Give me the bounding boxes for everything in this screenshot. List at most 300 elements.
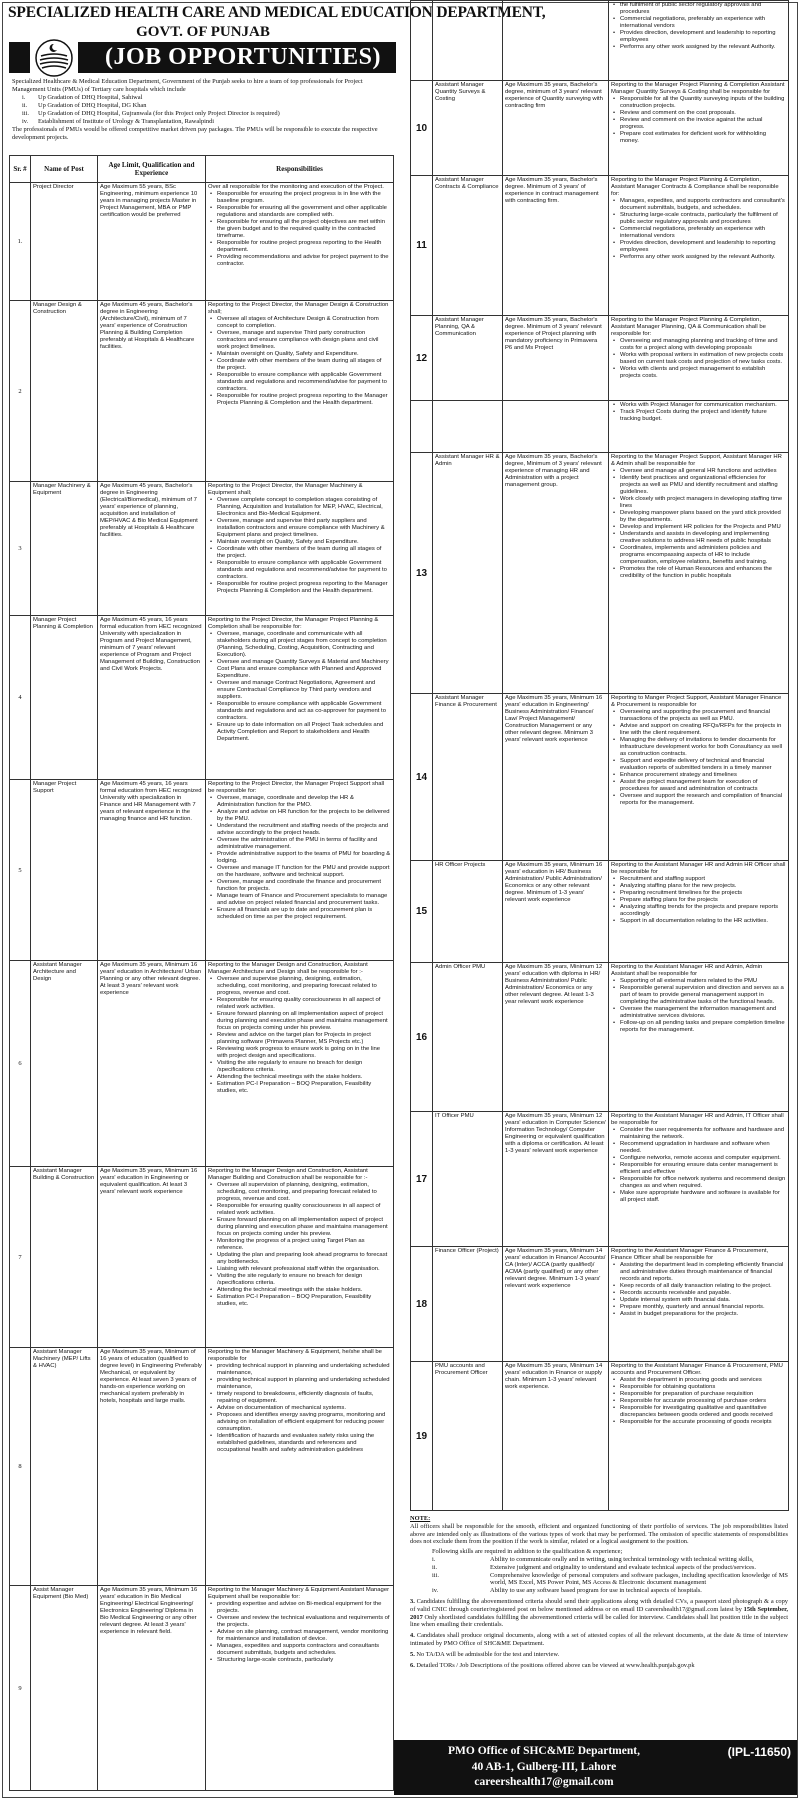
row-sr: 7 (10, 1167, 31, 1348)
instruction-text-cont: Only shortlisted candidates fulfilling the abovementioned criteria will be called for interview. Candidates shall list position title in the subject line when emailing their credentials. (410, 1613, 788, 1629)
table-row (10, 961, 394, 1167)
skill-number: i. (432, 1555, 436, 1563)
responsibility-item: • providing technical support in planning and undertaking scheduled maintenance, (217, 1363, 391, 1377)
responsibility-item: • Provides direction, development and leadership to reporting employees (620, 240, 786, 254)
responsibility-item: • Responsible for all the Quantity surveying inputs of the building construction projects. (620, 96, 786, 110)
responsibility-item: • Ensure up to date information on all Project Task schedules and Activity Completion and Report to stakeholders and Health Department. (217, 722, 391, 743)
responsibility-item: • Responsible for ensuring the project progress is in line with the baseline program. (217, 191, 391, 205)
responsibility-item: • Advise on site planning, contract management, vendor monitoring for maintenance and installation of device. (217, 1629, 391, 1643)
instruction-item (410, 1662, 788, 1670)
qualification-text: Age Maximum 35 years, Minimum 16 years' education in Engineering or equivalent qualification. At least 3 years' relevant work experience (100, 1168, 198, 1195)
responsibility-list (208, 1363, 391, 1454)
row-sr-empty (411, 401, 433, 453)
responsibility-item: • Develop and implement HR policies for the Projects and PMU (620, 524, 786, 531)
project-number: iii. (22, 110, 29, 117)
responsibility-item: • Coordinate with other members of the team during all stages of the project. (217, 358, 391, 372)
responsibilities-box (208, 302, 391, 407)
instruction-text: Candidates fulfilling the abovementioned criteria should send their applications along with detailed CVs, a passport sized photograph & a copy of valid CNIC through courier/registered post on below mentioned address or on email ID careershealth17@gmail.com latest by (410, 1597, 788, 1613)
row-responsibilities (609, 81, 789, 176)
responsibility-list (611, 2, 786, 51)
responsibility-item: • Providing recommendations and advise for project payment to the contractor. (217, 254, 391, 268)
responsibility-item: • Keep records of all daily transaction relating to the project. (620, 1283, 786, 1290)
row-post (433, 1247, 503, 1362)
responsibilities-box (208, 962, 391, 1095)
row-responsibilities (609, 861, 789, 963)
row-sr: 11 (411, 176, 433, 316)
responsibility-item: • Understands and assists in developing and implementing creative solutions to address HR needs of public hospitals (620, 531, 786, 545)
responsibility-item: • Updating the plan and preparing look ahead programs to forecast any bottlenecks. (217, 1252, 391, 1266)
responsibility-item: • Update internal system with financial data. (620, 1297, 786, 1304)
project-item (12, 102, 397, 110)
table-row-continued (411, 401, 789, 453)
project-list (12, 94, 397, 126)
responsibility-item: • Make sure appropriate hardware and software is available for all project staff. (620, 1190, 786, 1204)
responsibility-item: • Oversee and support the research and compilation of financial reports for the management. (620, 793, 786, 807)
row-post (31, 1167, 98, 1348)
instruction-text: Detailed TORs / Job Descriptions of the positions offered above can be viewed at www.health.punjab.gov.pk (416, 1661, 695, 1669)
skill-number: iii. (432, 1571, 439, 1579)
responsibility-item: • Monitoring the progress of a project using Target Plan as reference. (217, 1238, 391, 1252)
responsibility-item: • Responsible for investigating qualitative and quantitative discrepancies between goods ordered and goods received (620, 1405, 786, 1419)
row-responsibilities (206, 301, 394, 482)
row-responsibilities (206, 616, 394, 780)
post-name: Admin Officer PMU (435, 964, 486, 970)
table-row (411, 316, 789, 401)
qualification-text: Age Maximum 35 years, Bachelor's degree. Minimum of 3 years' of experience in contract management with contracting firm. (505, 177, 599, 204)
responsibility-item: • providing technical support in planning and undertaking scheduled maintenance, (217, 1377, 391, 1391)
notes-section (410, 1515, 788, 1672)
application-deadline: 15th September, 2017 (410, 1605, 788, 1621)
project-number: iv. (22, 118, 29, 125)
header-qualification: Age Limit, Qualification and Experience (98, 156, 206, 183)
responsibilities-intro: Reporting to the Project Director, the Manager Design & Construction shall; (208, 302, 389, 315)
responsibility-item: • Promotes the role of Human Resources and enhances the credibility of the function in public hospitals (620, 566, 786, 580)
skill-item (432, 1587, 788, 1595)
row-responsibilities-continued (609, 401, 789, 453)
table-row (10, 183, 394, 301)
post-name: Assistant Manager Quantity Surveys & Costing (435, 82, 486, 102)
row-post (31, 616, 98, 780)
responsibility-item: • Advise and support on creating RFQs/RFPs for the projects in line with the client requirement. (620, 723, 786, 737)
qualification-text: Age Maximum 35 years, Minimum 14 years' education in Finance/ Accounts/ CA (Inter)/ ACCA (partly qualified)/ ACMA (partly qualified) or any other relevant degree. Minimum 1-3 years' relevant work experience (505, 1248, 606, 1289)
row-qualification (503, 316, 609, 401)
row-responsibilities (206, 1348, 394, 1586)
instruction-number: 6. (410, 1661, 415, 1669)
table-row-continued (411, 1, 789, 81)
notes-paragraph: All officers shall be responsible for the smooth, efficient and organized functioning of their portfolio of services. The job responsibilities listed above are intended only as illustrations of the various types of work that may be performed. The omission of specific statements of responsibilities does not exclude them from the position if the work is similar, related or a logical assignment to the position. (410, 1522, 788, 1546)
responsibility-item: • Oversee, manage and supervise Third party construction contractors and ensure compliance with design plans and civil work project timelines. (217, 330, 391, 351)
responsibilities-intro: Reporting to Manger Project Support, Assistant Manager Finance & Procurement is responsible for (611, 695, 782, 708)
responsibilities-box (611, 1113, 786, 1204)
responsibilities-intro: Reporting to the Manager Machinery & Equipment, he/she shall be responsible for (208, 1349, 382, 1362)
project-item (12, 110, 397, 118)
row-responsibilities (206, 961, 394, 1167)
row-qualification (98, 183, 206, 301)
row-responsibilities (609, 1362, 789, 1511)
qualification-text: Age Maximum 35 years, Minimum 12 years' education with diploma in HR/ Business Administration/ Public Administration/ Economics or any other relevant degree. At least 1-3 year relevant work experience (505, 964, 603, 1005)
responsibility-item: • Commercial negotiations, preferably an experience with international vendors (620, 16, 786, 30)
project-number: i. (22, 94, 26, 101)
row-sr: 8 (10, 1348, 31, 1586)
qualification-text: Age Maximum 35 years, Minimum 16 years' education in HR/ Business Administration/ Public Administration/ Economics or any other relevant degree. Minimum of 1-3 years' relevant work experience (505, 862, 603, 903)
responsibility-item: • Understand the recruitment and staffing needs of the projects and advise accordingly to the project heads. (217, 823, 391, 837)
government-title: GOVT. OF PUNJAB (136, 24, 270, 40)
responsibility-item: • Analyzing staffing plans for the new projects. (620, 883, 786, 890)
banner-title: (JOB OPPORTUNITIES) (104, 44, 382, 70)
responsibility-item: • Responsible for office network systems and recommend design changes as and when required. (620, 1176, 786, 1190)
row-qualification-empty (503, 1, 609, 81)
responsibility-item: • Follow-up on all pending tasks and prepare completion timeline reports for the management. (620, 1020, 786, 1034)
row-sr: 13 (411, 453, 433, 694)
row-qualification (98, 1348, 206, 1586)
project-name: Up Gradation of DHQ Hospital, Sahiwal (38, 94, 143, 101)
responsibility-item: • Estimation PC-I Preparation – BOQ Preparation, Feasibility studies, etc. (217, 1081, 391, 1095)
responsibility-list (611, 96, 786, 145)
row-qualification (503, 1247, 609, 1362)
post-name: Assistant Manager Machinery (MEP/ Lifts & HVAC) (33, 1349, 91, 1369)
responsibility-item: • Maintain oversight on Quality, Safety and Expenditure. (217, 351, 391, 358)
responsibilities-intro: Reporting to the Assistant Manager HR and Admin, Admin Assistant shall be responsible for (611, 964, 763, 977)
responsibilities-intro: Reporting to the Assistant Manager HR and Admin HR Officer shall be responsible for (611, 862, 786, 875)
post-name: Assistant Manager HR & Admin (435, 454, 500, 467)
responsibilities-box (208, 483, 391, 595)
responsibility-item: • Analyzing staffing trends for the projects and prepare reports accordingly (620, 904, 786, 918)
responsibility-list (208, 497, 391, 595)
row-post (31, 961, 98, 1167)
department-title: SPECIALIZED HEALTH CARE AND MEDICAL EDUCATION DEPARTMENT, (8, 4, 546, 21)
instruction-number: 3. (410, 1597, 415, 1605)
row-post (31, 482, 98, 616)
row-sr: 16 (411, 963, 433, 1112)
responsibility-item: • Responsible for routine project progress reporting to the Manager Projects Planning & Completion and the Health department. (217, 581, 391, 595)
responsibility-item: • Oversee all stages of Architecture Design & Construction from concept to completion. (217, 316, 391, 330)
row-qualification (503, 963, 609, 1112)
row-sr: 2 (10, 301, 31, 482)
responsibilities-intro: Reporting to the Assistant Manager HR and Admin, IT Officer shall be responsible for (611, 1113, 784, 1126)
responsibility-item: • Provides direction, development and leadership to reporting employees (620, 30, 786, 44)
responsibility-item: • Responsible for preparation of purchase requisition (620, 1391, 786, 1398)
responsibility-item: • Enhance procurement strategy and timelines (620, 772, 786, 779)
responsibility-list (208, 1601, 391, 1664)
qualification-text: Age Maximum 35 years, Minimum 16 years' education in Architecture/ Urban Planning or any other relevant degree. At least 3 years' relevant work experience (100, 962, 201, 996)
row-post (31, 1348, 98, 1586)
header-responsibilities: Responsibilities (206, 156, 394, 183)
header-sr: Sr. # (10, 156, 31, 183)
responsibility-item: • Visiting the site regularly to ensure no breach for design /specifications criteria. (217, 1273, 391, 1287)
responsibility-item: • Assist in budget preparations for the projects. (620, 1311, 786, 1318)
row-sr: 17 (411, 1112, 433, 1247)
row-responsibilities (206, 780, 394, 961)
responsibility-item: • Oversee, manage, coordinate and communicate with all stakeholders during all project stages from concept to completion (Planning, Scheduling, Costing, Acquisition, Contracting and Execution). (217, 631, 391, 659)
row-sr: 18 (411, 1247, 433, 1362)
responsibility-item: • Visiting the site regularly to ensure no breach for design /specifications criteria. (217, 1060, 391, 1074)
responsibility-item: • Oversee and supervise planning, designing, estimation, scheduling, cost monitoring, and preparing forecast related to progress, revenue and cost. (217, 976, 391, 997)
responsibility-item: • Prepare monthly, quarterly and annual financial reports. (620, 1304, 786, 1311)
responsibility-item: • Responsible general supervision and direction and serves as a part of team to provide general management support in completing the administrative tasks of the functional heads. (620, 985, 786, 1006)
responsibility-item: • Analyze and advise on HR function for the projects to be delivered by the PMU. (217, 809, 391, 823)
responsibility-list (208, 316, 391, 407)
responsibility-item: • Work closely with project managers in developing staffing time lines (620, 496, 786, 510)
responsibility-list (611, 978, 786, 1034)
row-qualification (98, 1586, 206, 1791)
responsibility-item: • Responsible for accurate processing of purchase orders (620, 1398, 786, 1405)
skill-text: Ability to use any software based program for use in technical aspects of hospitals. (490, 1587, 702, 1595)
row-qualification (98, 780, 206, 961)
responsibility-list (611, 1127, 786, 1204)
intro-lead: Specialized Healthcare & Medical Education Department, Government of the Punjab seeks to hire a team of top professionals for Project Management Units (PMUs) of Tertiary care hospitals which include (12, 78, 363, 93)
row-post (433, 81, 503, 176)
responsibility-item: • Responsible for ensuring all the project objectives are met within the given budget and to the required quality in the contracted timeframe. (217, 219, 391, 240)
responsibility-item: • Track Project Costs during the project and identify future tracking budget. (620, 409, 786, 423)
responsibility-item: • Oversee the management the information management and administrative services divisions. (620, 1006, 786, 1020)
row-sr: 19 (411, 1362, 433, 1511)
responsibilities-box (208, 184, 391, 268)
table-row (10, 616, 394, 780)
responsibility-item: • Attending the technical meetings with the stake holders. (217, 1074, 391, 1081)
responsibility-item: • Consider the user requirements for software and hardware and maintaining the network. (620, 1127, 786, 1141)
row-responsibilities (609, 176, 789, 316)
row-qualification (503, 176, 609, 316)
responsibility-item: • providing expertise and advise on Bi-medical equipment for the projects. (217, 1601, 391, 1615)
row-sr-empty (411, 1, 433, 81)
row-qualification (98, 961, 206, 1167)
responsibilities-intro: Reporting to the Assistant Manager Finance & Procurement, PMU accounts and Procurement Officer. (611, 1363, 783, 1376)
project-number: ii. (22, 102, 28, 109)
row-post (31, 1586, 98, 1791)
responsibility-item: • Oversee all supervision of planning, designing, estimation, scheduling, cost monitoring, and preparing forecast related to progress, revenue and cost. (217, 1182, 391, 1203)
responsibilities-box (611, 1248, 786, 1318)
row-responsibilities (609, 1112, 789, 1247)
responsibility-list (611, 468, 786, 580)
responsibility-item: • Works with clients and project management to establish projects costs. (620, 366, 786, 380)
responsibility-item: • Configure networks, remote access and computer equipment. (620, 1155, 786, 1162)
instruction-text: No TA/DA will be admissible for the test and interview. (416, 1650, 560, 1658)
row-qualification (503, 453, 609, 694)
responsibilities-box (611, 317, 786, 380)
row-post (433, 694, 503, 861)
table-row (411, 1247, 789, 1362)
responsibilities-box (611, 177, 786, 261)
project-item (12, 94, 397, 102)
skill-text: Comprehensive knowledge of personal computers and software packages, including specification knowledge of MS world, MS Excel, MS Power Point, MS Access & Electronic document management (490, 1571, 788, 1587)
project-name: Establishment of Institute of Urology & Transplantation, Rawalpindi (38, 118, 215, 125)
responsibility-list (611, 1377, 786, 1426)
row-post (31, 301, 98, 482)
responsibility-item: • Ensure forward planning on all implementation aspect of project during planning and execution phase and maintains management focus on projects coming under his preview. (217, 1217, 391, 1238)
skill-number: ii. (432, 1563, 438, 1571)
responsibility-list (208, 1182, 391, 1308)
row-qualification-empty (503, 401, 609, 453)
responsibilities-box (208, 617, 391, 743)
responsibility-list (611, 402, 786, 423)
row-post (433, 1362, 503, 1511)
project-name: Up Gradation of DHQ Hospital, DG Khan (38, 102, 147, 109)
responsibility-item: • Advise on documentation of mechanical systems. (217, 1405, 391, 1412)
notes-heading: NOTE: (410, 1515, 431, 1522)
row-sr: 9 (10, 1586, 31, 1791)
responsibility-item: • Oversee, manage, coordinate and develop the HR & Administration function for the PMO. (217, 795, 391, 809)
skill-item (432, 1556, 788, 1564)
instruction-item (410, 1651, 788, 1659)
responsibility-item: • Responsible for ensuring ensure data center management is efficient and effective (620, 1162, 786, 1176)
project-item (12, 118, 397, 126)
post-name: Manager Design & Construction (33, 302, 82, 315)
responsibility-list (208, 795, 391, 921)
office-address: 40 AB-1, Gulberg-III, Lahore (471, 1760, 617, 1773)
responsibility-item: • Assist the project management team for execution of procedures for award and administration of contracts (620, 779, 786, 793)
table-row (411, 694, 789, 861)
skill-text: Ability to communicate orally and in writing, using technical terminology with technical writing skills, (490, 1555, 754, 1563)
responsibility-item: • Coordinate with other members of the team during all stages of the project. (217, 546, 391, 560)
row-post (433, 861, 503, 963)
row-qualification (503, 81, 609, 176)
jobs-table-right-bottom (410, 400, 789, 1511)
responsibilities-box (611, 82, 786, 145)
row-sr: 5 (10, 780, 31, 961)
responsibility-list (611, 876, 786, 925)
responsibility-item: • Provide administrative support to the teams of PMU for boarding & lodging. (217, 851, 391, 865)
responsibility-item: • Oversee and manage Contract Negotiations, Agreement and ensure Contractual Compliance by Third party vendors and suppliers. (217, 680, 391, 701)
responsibility-item: • Prepare staffing plans for the projects (620, 897, 786, 904)
office-name: PMO Office of SHC&ME Department, (448, 1745, 640, 1757)
table-row (10, 1586, 394, 1791)
project-name: Up Gradation of DHQ Hospital, Gujranwala (for this Project only Project Director is required) (38, 110, 280, 117)
responsibilities-box (611, 862, 786, 925)
responsibility-item: • Responsible for the accurate processing of goods receipts (620, 1419, 786, 1426)
responsibilities-intro: Reporting to the Manager Project Planning & Completion, Assistant Manager Contracts & Compliance shall be responsible for: (611, 177, 779, 197)
table-row (411, 176, 789, 316)
row-sr: 3 (10, 482, 31, 616)
table-row (411, 81, 789, 176)
jobs-table-left (9, 155, 394, 1791)
row-responsibilities (206, 1167, 394, 1348)
row-qualification (98, 616, 206, 780)
punjab-logo-icon (30, 36, 78, 78)
responsibility-item: • Performs any other work assigned by the relevant Authority. (620, 44, 786, 51)
responsibilities-box (611, 695, 786, 807)
qualification-text: Age Maximum 45 years, 16 years formal education from HEC recognized University with specialization in Program and Project Management, minimum of 7 years' relevant experience of Program and Project Management of Building, Construction and Civil Work Projects. (100, 617, 202, 672)
responsibility-item: • Works with Project Manager for communication mechanism. (620, 402, 786, 409)
instructions-list (410, 1598, 788, 1669)
row-post (31, 183, 98, 301)
responsibility-item: • Responsible for obtaining quotations (620, 1384, 786, 1391)
header-post: Name of Post (31, 156, 98, 183)
responsibility-item: • Support and expedite delivery of technical and financial evaluation reports of submitted tenders in a timely manner (620, 758, 786, 772)
post-name: Manager Machinery & Equipment (33, 483, 91, 496)
table-row (411, 861, 789, 963)
row-sr: 12 (411, 316, 433, 401)
responsibility-item: • Supporting of all external matters related to the PMU (620, 978, 786, 985)
row-sr: 15 (411, 861, 433, 963)
responsibility-item: • timely respond to breakdowns, efficiently diagnosis of faults, repairing of equipment. (217, 1391, 391, 1405)
qualification-text: Age Maximum 35 years, Minimum 16 years' education in Bio Medical Engineering/ Electrical Engineering/ Electronics Engineering/ Diploma in Bio Medical Engineering or any other relevant degree. At least 3 years' experience in relevant field. (100, 1587, 198, 1635)
row-qualification (503, 1362, 609, 1511)
responsibilities-intro: Reporting to the Manager Project Support, Assistant Manager HR & Admin shall be responsible for (611, 454, 782, 467)
responsibility-item: • Ensure all financials are up to date and procurement plan is scheduled on time as per the project requirement. (217, 907, 391, 921)
responsibility-item: • Recruitment and staffing support (620, 876, 786, 883)
skills-list (410, 1556, 788, 1595)
contact-email[interactable]: careershealth17@gmail.com (474, 1776, 614, 1788)
post-name: Assistant Manager Contracts & Compliance (435, 177, 499, 190)
responsibility-item: • Preparing recruitment timelines for the projects (620, 890, 786, 897)
post-name: Assistant Manager Finance & Procurement (435, 695, 497, 708)
skill-text: Extensive judgment and originality to understand and evaluate technical aspects of the product/services. (490, 1563, 757, 1571)
qualification-text: Age Maximum 35 years, Minimum 12 years' education in Computer Science/ Information Technology/ Computer Engineering or equivalent qualification with a diploma or certification. At least 1-3 years' relevant work experience (505, 1113, 606, 1154)
row-responsibilities (206, 183, 394, 301)
row-responsibilities (206, 1586, 394, 1791)
responsibility-item: • Maintain oversight on Quality, Safety and Expenditure. (217, 539, 391, 546)
responsibilities-box (611, 1363, 786, 1426)
responsibility-item: • Responsible for ensuring quality consciousness in all aspect of related work activities. (217, 997, 391, 1011)
responsibility-item: • Records accounts receivable and payable. (620, 1290, 786, 1297)
skill-number: iv. (432, 1587, 439, 1595)
row-post (433, 453, 503, 694)
responsibility-list (611, 709, 786, 807)
qualification-text: Age Maximum 45 years, Bachelor's degree in Engineering (Architecture/Civil), minimum of 7 years' experience of Construction Planning & Building Completion preferably at Hospitals & Healthcare facilities. (100, 302, 195, 350)
table-row (10, 780, 394, 961)
responsibility-item: • Responsible to ensure compliance with applicable Government standards and regulations and recommend/advise for payment to contractors. (217, 372, 391, 393)
row-responsibilities (609, 316, 789, 401)
row-post-empty (433, 401, 503, 453)
table-row (10, 1348, 394, 1586)
post-name: Assistant Manager Architecture and Design (33, 962, 82, 982)
responsibilities-intro: Reporting to the Manager Design and Construction, Assistant Manager Architecture and Design shall be responsible for :- (208, 962, 368, 975)
row-sr: 6 (10, 961, 31, 1167)
intro-text (12, 78, 397, 142)
responsibility-item: • Manages, expedites, and supports contractors and consultant's document submittals, budgets, and schedules. (620, 198, 786, 212)
responsibility-item: • Responsible to ensure compliance with applicable Government standards and regulations and recommend/advise for payment to contractors. (217, 560, 391, 581)
qualification-text: Age Maximum 35 years, Bachelor's degree, minimum of 3 years' relevant experience of Quantity surveying with contracting firm (505, 82, 603, 109)
row-sr: 1. (10, 183, 31, 301)
responsibility-item: • Responsible to ensure compliance with applicable Government standards and regulations and act as co-approver for payment to contractors. (217, 701, 391, 722)
instruction-number: 5. (410, 1650, 415, 1658)
instruction-item (410, 1598, 788, 1629)
row-post (433, 1112, 503, 1247)
row-sr: 4 (10, 616, 31, 780)
responsibility-item: • Oversee the administration of the PMU in terms of facility and administrative management. (217, 837, 391, 851)
post-name: Project Director (33, 184, 74, 190)
qualification-text: Age Maximum 35 years, Minimum of 16 years of education (qualified to degree level) in Engineering Preferably Mechanical, or equivalent by experience. At least seven 3 years of hands-on experience working on mechanical system preferably in hotels, hospitals and large malls. (100, 1349, 202, 1404)
post-name: Assist Manager Equipment (Bio Med) (33, 1587, 89, 1600)
responsibility-item: • Estimation PC-I Preparation – BOQ Preparation, Feasibility studies, etc. (217, 1294, 391, 1308)
table-row (10, 301, 394, 482)
responsibility-item: • Attending the technical meetings with the stake holders. (217, 1287, 391, 1294)
row-sr: 10 (411, 81, 433, 176)
responsibility-item: • Review and comment on the cost proposals. (620, 110, 786, 117)
responsibility-item: • Oversee and manage Quantity Surveys & Material and Machinery Cost Plans and ensure compliance with Planned and Approved Expenditure. (217, 659, 391, 680)
intro-closing: The professionals of PMUs would be offered competitive market driven pay packages. The PMUs will be responsible to execute the respective development projects. (12, 126, 378, 141)
row-post-empty (433, 1, 503, 81)
responsibilities-intro: Reporting to the Project Director, the Manager Machinery & Equipment shall; (208, 483, 363, 496)
instruction-item (410, 1632, 788, 1648)
skills-lead: Following skills are required in addition to the qualification & experience; (432, 1548, 623, 1556)
table-row (10, 1167, 394, 1348)
qualification-text: Age Maximum 45 years, Bachelor's degree in Engineering (Electrical/Biomedical), minimum of 7 years' experience of planning, acquisition and installation of MEP/HVAC & Bio Medical Equipment preferably at Hospitals & Healthcare facilities. (100, 483, 198, 538)
row-qualification (503, 861, 609, 963)
responsibility-item: • Oversee and review the technical evaluations and requirements of the projects. (217, 1615, 391, 1629)
responsibility-list (208, 976, 391, 1095)
responsibility-item: • Reviewing work progress to ensure work is going on in the line with project design and specifications. (217, 1046, 391, 1060)
table-row (411, 1362, 789, 1511)
responsibility-item: • Performs any other work assigned by the relevant Authority. (620, 254, 786, 261)
table-row (411, 1112, 789, 1247)
responsibility-item: • the fulfilment of public sector regulatory approvals and procedures (620, 2, 786, 16)
responsibility-item: • Oversee and manage IT function for the PMU and provide support on the hardware, software and technical support. (217, 865, 391, 879)
qualification-text: Age Maximum 35 years, Bachelor's degree, Minimum of 3 years' relevant experience of managing HR and Administration with a project management group. (505, 454, 602, 488)
row-post (433, 963, 503, 1112)
skill-item (432, 1564, 788, 1572)
responsibility-item: • Identify best practices and organizational efficiencies for projects as well as PMU and identify recruitment and staffing guidelines. (620, 475, 786, 496)
